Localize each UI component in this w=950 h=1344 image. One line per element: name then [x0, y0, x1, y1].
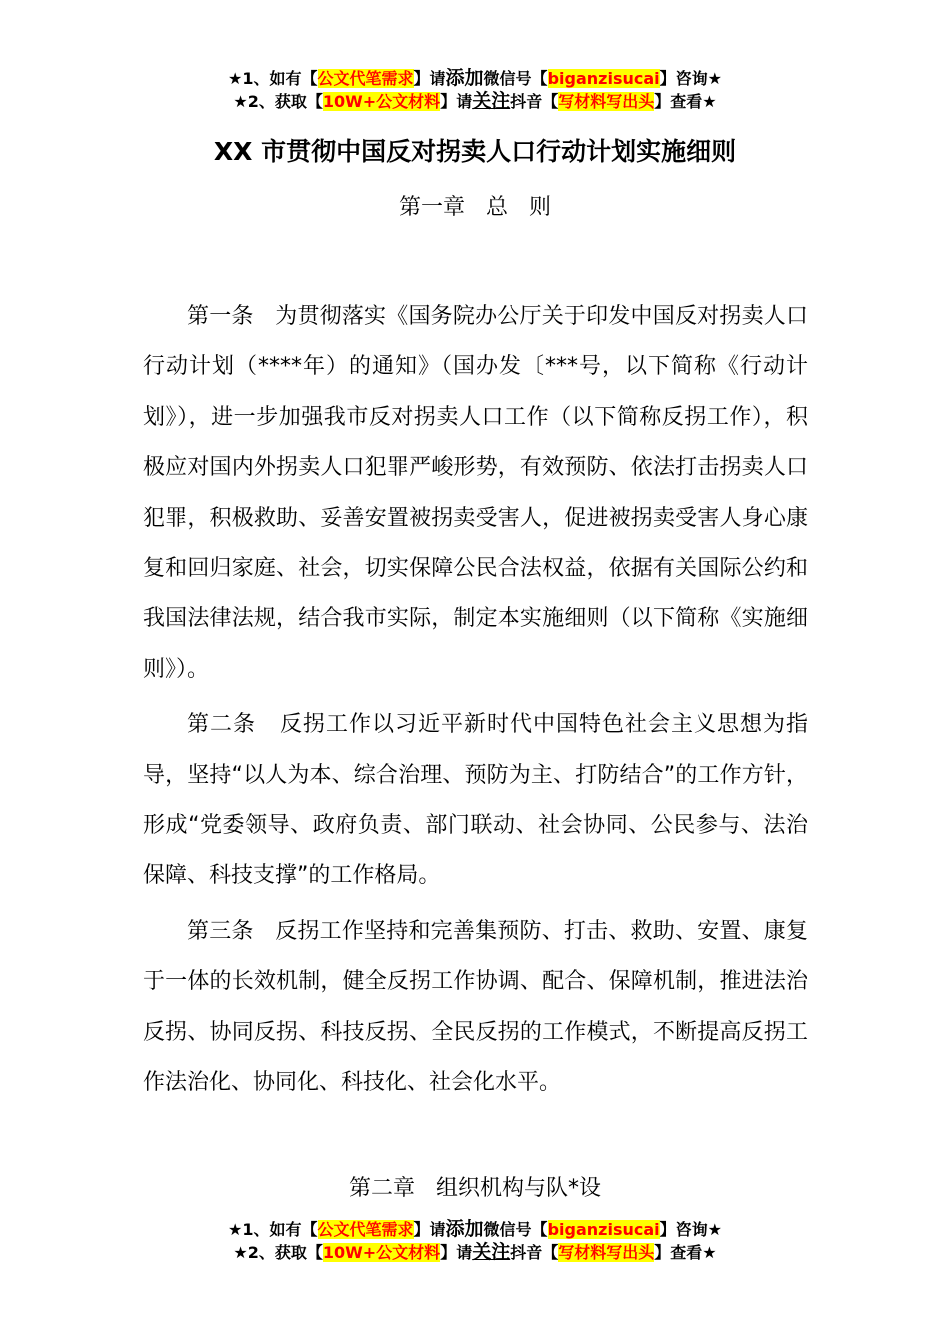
banner-line-1: ★1、如有【公文代笔需求】请添加微信号【biganzisucai】咨询★ — [228, 67, 722, 89]
article-2 — [143, 700, 808, 902]
article-1 — [143, 292, 808, 695]
banner-line-2: ★2、获取【10W+公文材料】请关注抖音【写材料写出头】查看★ — [233, 1241, 717, 1263]
article-3 — [143, 907, 808, 1109]
chapter-1-heading: 第一章 总 则 — [399, 195, 551, 220]
wechat-id-highlight: biganzisucai — [547, 69, 660, 88]
article-label: 第二条 — [187, 712, 256, 738]
service-highlight: 公文代笔需求 — [317, 69, 414, 88]
article-label: 第三条 — [187, 918, 254, 944]
article-text: 反拐工作坚持和完善集预防、打击、救助、安置、康复于一体的长效机制，健全反拐工作协调、配合、保障机制，推进法治反拐、协同反拐、科技反拐、全民反拐的工作模式，不断提高反拐工作法治化、协同化、科技化、社会化水平。 — [143, 918, 808, 1096]
article-text: 反拐工作以习近平新时代中国特色社会主义思想为指导，坚持“以人为本、综合治理、预防为主、打防结合”的工作方针，形成“党委领导、政府负责、部门联动、社会协同、公民参与、法治保障、科技支撑”的工作格局。 — [143, 712, 808, 889]
service-highlight: 公文代笔需求 — [317, 1220, 414, 1239]
document-title: XX 市贯彻中国反对拐卖人口行动计划实施细则 — [213, 137, 737, 166]
materials-highlight: 10W+公文材料 — [322, 92, 441, 111]
banner-line-2: ★2、获取【10W+公文材料】请关注抖音【写材料写出头】查看★ — [233, 90, 717, 112]
bottom-banner — [0, 1218, 950, 1264]
document-body — [143, 292, 808, 1114]
wechat-id-highlight: biganzisucai — [547, 1220, 660, 1239]
banner-line-1: ★1、如有【公文代笔需求】请添加微信号【biganzisucai】咨询★ — [228, 1218, 722, 1240]
douyin-id-highlight: 写材料写出头 — [558, 92, 655, 111]
article-label: 第一条 — [187, 304, 254, 329]
chapter-2-heading: 第二章 组织机构与队*设 — [349, 1176, 601, 1201]
top-banner — [0, 67, 950, 113]
douyin-id-highlight: 写材料写出头 — [558, 1243, 655, 1262]
materials-highlight: 10W+公文材料 — [322, 1243, 441, 1262]
article-text: 为贯彻落实《国务院办公厅关于印发中国反对拐卖人口行动计划（****年）的通知》（国办发〔***号，以下简称《行动计划》），进一步加强我市反对拐卖人口工作（以下简称反拐工作），积极应对国内外拐卖人口犯罪严峻形势，有效预防、依法打击拐卖人口犯罪，积极救助、妥善安置被拐卖受害人，促进被拐卖受害人身心康复和回归家庭、社会，切实保障公民合法权益，依据有关国际公约和我国法律法规，结合我市实际，制定本实施细则（以下简称《实施细则》）。 — [143, 304, 808, 682]
